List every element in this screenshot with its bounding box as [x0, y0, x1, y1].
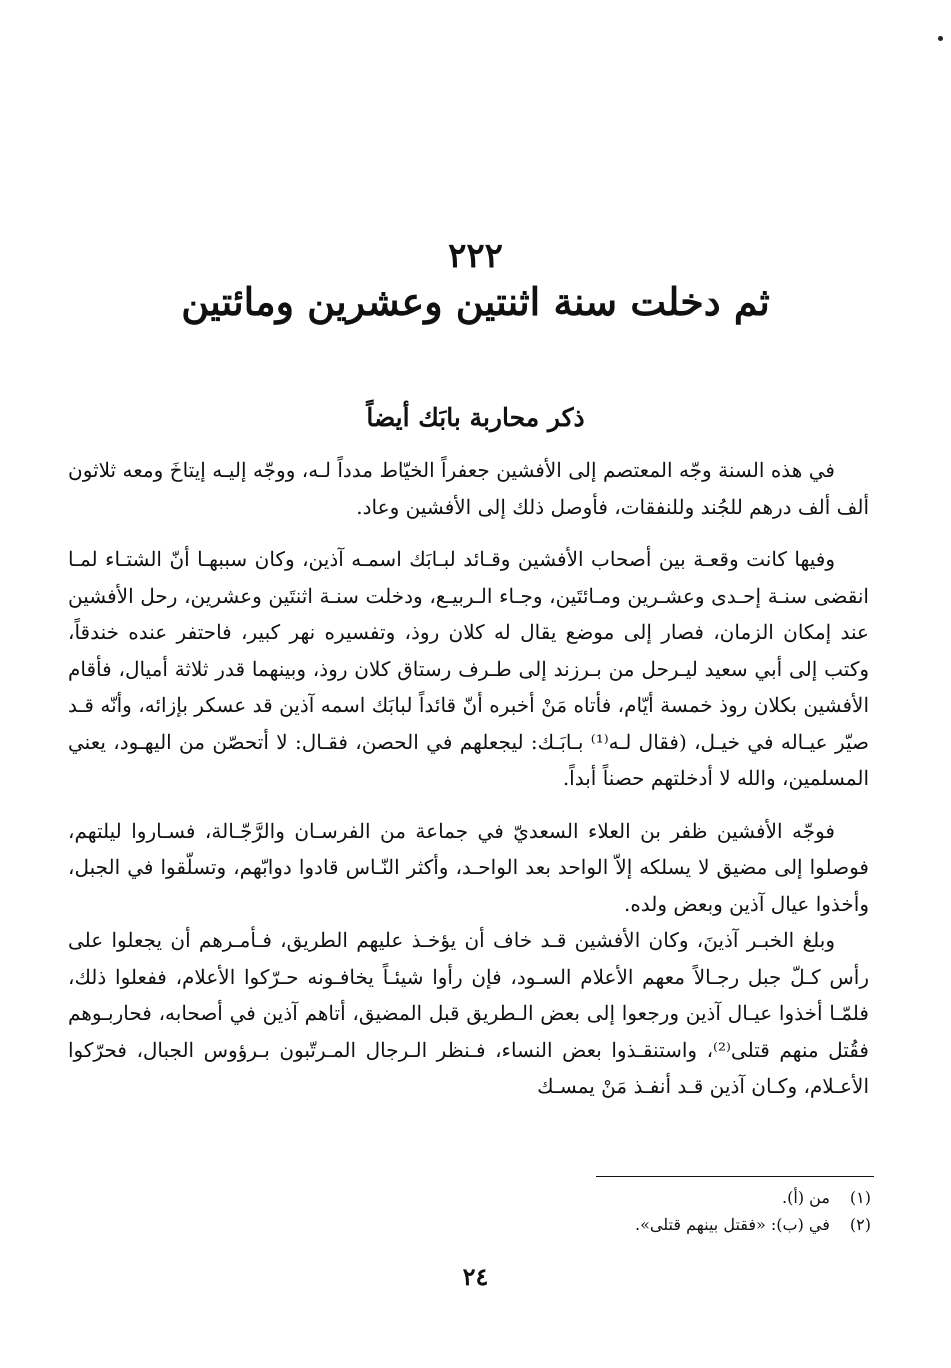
section-title: ذكر محاربة بابَك أيضاً: [366, 403, 585, 432]
page-number: ٢٤: [462, 1262, 489, 1291]
footnote-item: [371, 1211, 871, 1238]
scan-speck: [938, 36, 943, 41]
footnote-separator: [596, 1176, 874, 1177]
paragraph: فوجّه الأفشين ظفر بن العلاء السعديّ في جماعة من الفرسـان والرَّجّـالة، فسـاروا ليلتهم، فوصلوا إلى مضيق لا يسلكه إلاّ الواحد بعد الواحـد، وأكثر النّـاس قادوا دوابّهم، وتسلّقوا في الجبل، وأخذوا عيال آذين وبعض ولده.: [68, 818, 869, 916]
footnote-text: في (ب): «فقتل بينهم قتلى».: [635, 1215, 830, 1234]
footnote-text: من (أ).: [782, 1188, 830, 1207]
footnotes: [371, 1184, 871, 1238]
paragraph: في هذه السنة وجّه المعتصم إلى الأفشين جعفراً الخيّاط مدداً لـه، ووجّه إليـه إيتاخَ ومعه ثلاثون ألف ألف درهم للجُند وللنفقات، فأوصل ذلك إلى الأفشين وعاد.: [68, 458, 869, 519]
body-text: [68, 452, 869, 1105]
footnote-number: (٢): [849, 1215, 871, 1234]
year-title-heading: ثم دخلت سنة اثنتين وعشرين ومائتين: [181, 279, 770, 324]
year-number-heading: ٢٢٢: [448, 236, 503, 276]
paragraph: وبلغ الخبـر آذينَ، وكان الأفشين قـد خاف أن يؤخـذ عليهم الطريق، فـأمـرهم أن يجعلوا على رأس كـلّ جبل رجـالاً معهم الأعلام السـود، فإن رأوا شيئـاً يخافـونه حـرّكوا الأعلام، ففعلوا ذلك، فلمّـا أخذوا عيـال آذين ورجعوا إلى بعض الـطريق قبل المضيق، أتاهم آذين في أصحابه، فحاربـوهم فقُتل منهم قتلى⁽²⁾، واستنقـذوا بعض النساء، فـنظر الـرجال المـرتّبون بـرؤوس الجبال، فحرّكوا الأعـلام، وكـان آذين قـد أنفـذ مَنْ يمسـك: [68, 928, 869, 1098]
paragraph: وفيها كانت وقعـة بين أصحاب الأفشين وقـائد لبـابَك اسمـه آذين، وكان سببهـا أنّ الشتـاء لمـا انقضى سنـة إحـدى وعشـرين ومـائتَين، وجـاء الـربيـع، ودخلت سنـة اثنتَين وعشرين، رحل الأفشين عند إمكان الزمان، فصار إلى موضع يقال له كلان روذ، وتفسيره نهر كبير، فاحتفر عنده خندقاً، وكتب إلى أبي سعيد ليـرحل من بـرزند إلى طـرف رستاق كلان روذ، وبينهما قدر ثلاثة أميال، فأقام الأفشين بكلان روذ خمسة أيّام، فأتاه مَنْ أخبره أنّ قائداً لبابَك اسمه آذين قد عسكر بإزائه، وأنّه قـد صيّر عيـاله في خيـل، (فقال لـه⁽¹⁾ بـابَـك: ليجعلهم في الحصن، فقـال: لا أتحصّن من اليهـود، يعني المسلمين، والله لا أدخلتهم حصناً أبداً.: [68, 547, 869, 790]
footnote-item: [371, 1184, 871, 1211]
footnote-number: (١): [849, 1188, 871, 1207]
